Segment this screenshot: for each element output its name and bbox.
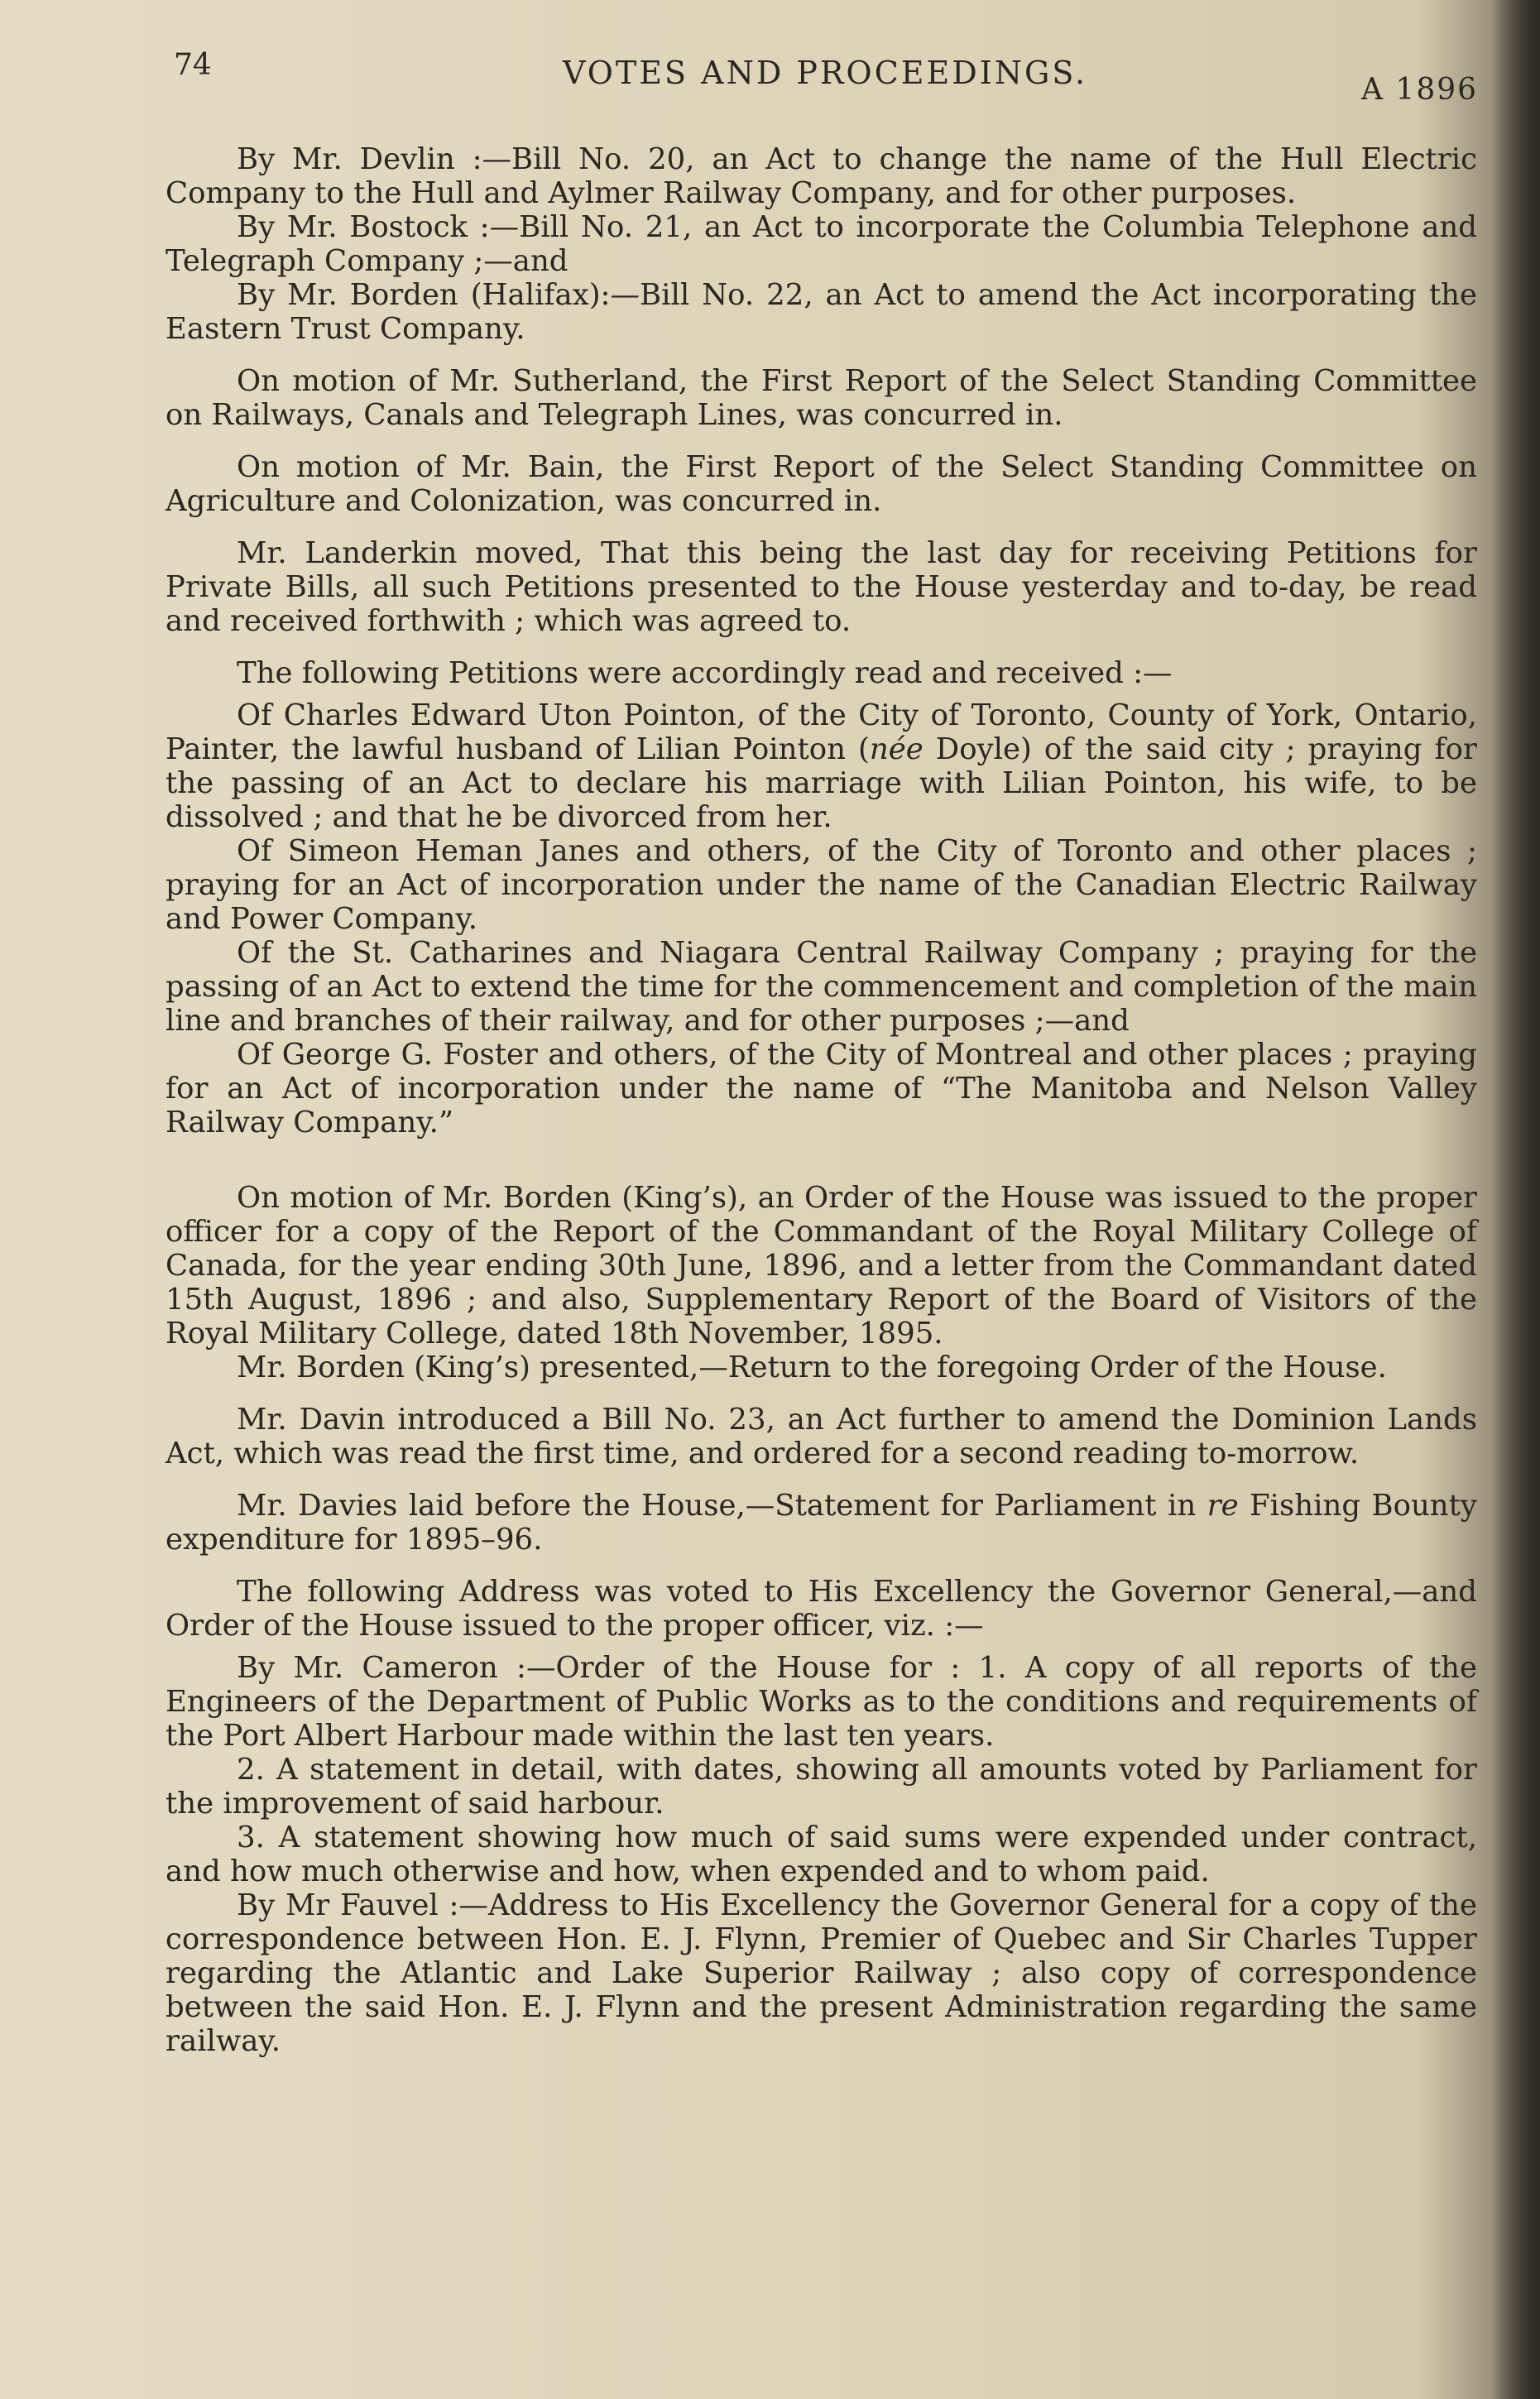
- cameron-order-item-3: 3. A statement showing how much of said sums were expended under contract, and how much otherwise and how, when expended and to whom paid.: [166, 1821, 1477, 1888]
- petitions-intro: The following Petitions were accordingly read and received :—: [237, 656, 1173, 690]
- session-year: A 1896: [1361, 73, 1479, 107]
- devlin-bill: By Mr. Devlin :—Bill No. 20, an Act to change the name of the Hull Electric Company to the Hull and Aylmer Railway Company, and for other purposes.: [166, 142, 1477, 210]
- foster-petition: Of George G. Foster and others, of the City of Montreal and other places ; praying for an Act of incorporation under the name of “The Manitoba and Nelson Valley Railway Company.”: [166, 1038, 1477, 1140]
- st-catharines-petition: Of the St. Catharines and Niagara Central Railway Company ; praying for the passing of an Act to extend the time for the commencement and completion of the main line and branches of their railway, and for other purposes ;—and: [166, 936, 1477, 1038]
- running-title: VOTES AND PROCEEDINGS.: [563, 55, 1088, 91]
- page-body: [166, 142, 1477, 2058]
- book-spine-shadow: [1490, 0, 1540, 2399]
- davies-re: re: [1207, 1489, 1239, 1523]
- address-intro: The following Address was voted to His Excellency the Governor General,—and Order of the House issued to the proper officer, viz. :—: [166, 1575, 1477, 1643]
- cameron-order-item-1: By Mr. Cameron :—Order of the House for : 1. A copy of all reports of the Engineers of the Department of Public Works as to the conditions and requirements of the Port Albert Harbour made within the last ten years.: [166, 1651, 1477, 1753]
- fauvel-address: By Mr Fauvel :—Address to His Excellency the Governor General for a copy of the correspondence between Hon. E. J. Flynn, Premier of Quebec and Sir Charles Tupper regarding the Atlantic and Lake Superior Railway ; also copy of correspondence between the said Hon. E. J. Flynn and the present Administration regarding the same railway.: [166, 1888, 1477, 2058]
- borden-halifax-bill: By Mr. Borden (Halifax):—Bill No. 22, an Act to amend the Act incorporating the Eastern Trust Company.: [166, 278, 1477, 346]
- page-number: 74: [174, 48, 212, 82]
- davies-text-a: Mr. Davies laid before the House,—Statement for Parliament in: [237, 1489, 1207, 1523]
- davin-bill: Mr. Davin introduced a Bill No. 23, an Act further to amend the Dominion Lands Act, which was read the first time, and ordered for a second reading to-morrow.: [166, 1403, 1477, 1471]
- janes-petition: Of Simeon Heman Janes and others, of the City of Toronto and other places ; praying for an Act of incorporation under the name of the Canadian Electric Railway and Power Company.: [166, 834, 1477, 936]
- pointon-nee: née: [869, 732, 924, 766]
- bain-motion: On motion of Mr. Bain, the First Report of the Select Standing Committee on Agriculture and Colonization, was concurred in.: [166, 450, 1477, 518]
- borden-kings-return: Mr. Borden (King’s) presented,—Return to the foregoing Order of the House.: [237, 1351, 1387, 1384]
- cameron-order-item-2: 2. A statement in detail, with dates, showing all amounts voted by Parliament for the improvement of said harbour.: [166, 1753, 1477, 1821]
- borden-kings-order: On motion of Mr. Borden (King’s), an Order of the House was issued to the proper officer for a copy of the Report of the Commandant of the Royal Military College of Canada, for the year ending 30th June, 1896, and a letter from the Commandant dated 15th August, 1896 ; and also, Supplementary Report of the Board of Visitors of the Royal Military College, dated 18th November, 1895.: [166, 1181, 1477, 1351]
- davies-statement: [166, 1489, 1477, 1557]
- pointon-petition: [166, 698, 1477, 834]
- pointon-text-b: Doyle) of the said city ; praying for the passing of an Act to declare his marriage with Lilian Pointon, his wife, to be dissolved ; and that he be divorced from her.: [166, 732, 1477, 834]
- pointon-text-a: Of Charles Edward Uton Pointon, of the City of Toronto, County of York, Ontario, Painter, the lawful husband of Lilian Pointon (: [166, 698, 1477, 766]
- davies-text-b: Fishing Bounty expenditure for 1895–96.: [166, 1489, 1477, 1557]
- page-header: [0, 48, 1540, 114]
- bostock-bill: By Mr. Bostock :—Bill No. 21, an Act to incorporate the Columbia Telephone and Telegraph Company ;—and: [166, 210, 1477, 278]
- landerkin-motion: Mr. Landerkin moved, That this being the last day for receiving Petitions for Private Bills, all such Petitions presented to the House yesterday and to-day, be read and received forthwith ; which was agreed to.: [166, 536, 1477, 638]
- sutherland-motion: On motion of Mr. Sutherland, the First Report of the Select Standing Committee on Railways, Canals and Telegraph Lines, was concurred in.: [166, 364, 1477, 432]
